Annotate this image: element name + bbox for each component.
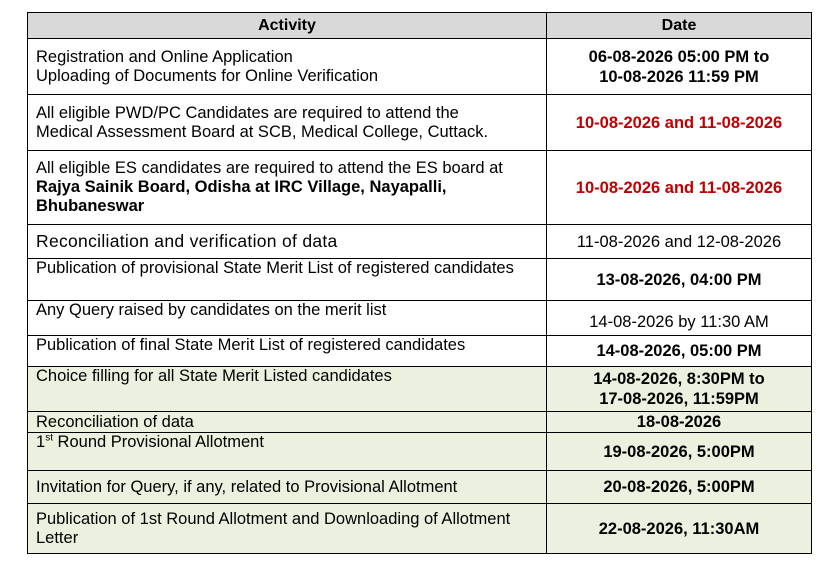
activity-cell: Reconciliation of data xyxy=(28,412,547,433)
date-cell: 10-08-2026 and 11-08-2026 xyxy=(547,95,812,151)
table-row xyxy=(28,301,812,336)
activity-cell: Registration and Online Application Uploading of Documents for Online Verification xyxy=(28,39,547,95)
table-row xyxy=(28,504,812,554)
date-cell: 10-08-2026 and 11-08-2026 xyxy=(547,151,812,225)
date-cell: 13-08-2026, 04:00 PM xyxy=(547,259,812,301)
table-row xyxy=(28,433,812,471)
table-row xyxy=(28,225,812,259)
activity-cell: 1st Round Provisional Allotment xyxy=(28,433,547,471)
header-row xyxy=(28,13,812,39)
table-row xyxy=(28,367,812,412)
activity-column-header: Activity xyxy=(28,13,547,39)
activity-cell: Invitation for Query, if any, related to Provisional Allotment xyxy=(28,471,547,504)
activity-cell: Reconciliation and verification of data xyxy=(28,225,547,259)
date-cell: 14-08-2026, 05:00 PM xyxy=(547,336,812,367)
table-row xyxy=(28,471,812,504)
date-cell: 19-08-2026, 5:00PM xyxy=(547,433,812,471)
date-cell: 22-08-2026, 11:30AM xyxy=(547,504,812,554)
venue-text: Rajya Sainik Board, Odisha at IRC Village, Nayapalli, Bhubaneswar xyxy=(36,178,447,215)
table-row xyxy=(28,95,812,151)
activity-cell: All eligible ES candidates are required to attend the ES board at Rajya Sainik Board, Odisha at IRC Village, Nayapalli, Bhubaneswar xyxy=(28,151,547,225)
activity-cell: Publication of final State Merit List of registered candidates xyxy=(28,336,547,367)
date-column-header: Date xyxy=(547,13,812,39)
table-row xyxy=(28,151,812,225)
activity-cell: Publication of 1st Round Allotment and Downloading of Allotment Letter xyxy=(28,504,547,554)
date-cell: 18-08-2026 xyxy=(547,412,812,433)
activity-cell: Choice filling for all State Merit Listed candidates xyxy=(28,367,547,412)
activity-cell: Publication of provisional State Merit List of registered candidates xyxy=(28,259,547,301)
activity-cell: All eligible PWD/PC Candidates are required to attend the Medical Assessment Board at SCB, Medical College, Cuttack. xyxy=(28,95,547,151)
date-cell: 06-08-2026 05:00 PM to 10-08-2026 11:59 PM xyxy=(547,39,812,95)
activity-cell: Any Query raised by candidates on the merit list xyxy=(28,301,547,336)
schedule-table xyxy=(27,12,812,554)
date-cell: 14-08-2026, 8:30PM to 17-08-2026, 11:59PM xyxy=(547,367,812,412)
table-row xyxy=(28,412,812,433)
table-row xyxy=(28,336,812,367)
date-cell: 11-08-2026 and 12-08-2026 xyxy=(547,225,812,259)
table-row xyxy=(28,39,812,95)
date-cell: 20-08-2026, 5:00PM xyxy=(547,471,812,504)
table-row xyxy=(28,259,812,301)
date-cell: 14-08-2026 by 11:30 AM xyxy=(547,301,812,336)
